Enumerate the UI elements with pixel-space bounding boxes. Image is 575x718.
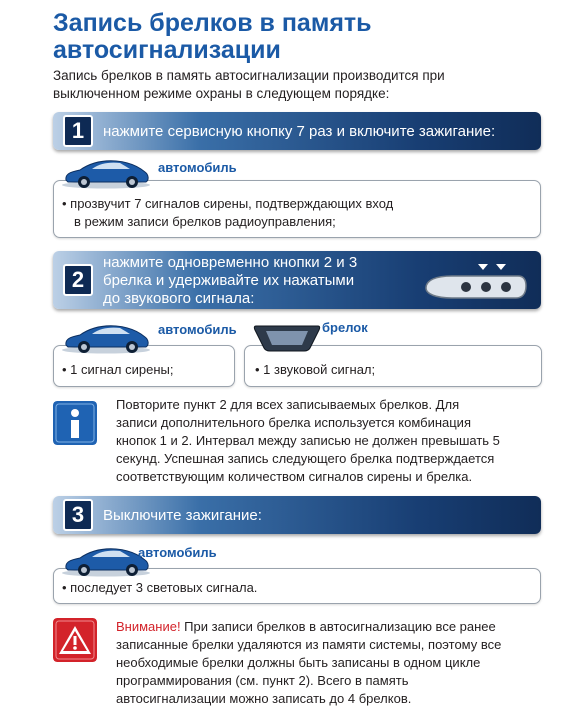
car-label-2: автомобиль bbox=[158, 322, 237, 337]
car-label-1: автомобиль bbox=[158, 160, 237, 175]
step-2-line1: нажмите одновременно кнопки 2 и 3 bbox=[103, 254, 358, 271]
intro-line1: Запись брелков в память автосигнализации производится при bbox=[53, 68, 445, 83]
warning-note bbox=[116, 618, 556, 708]
step-3-number: 3 bbox=[63, 499, 93, 531]
page-title bbox=[53, 10, 553, 64]
box-2-fob-text: • 1 звуковой сигнал; bbox=[255, 362, 376, 377]
car-icon bbox=[60, 155, 152, 189]
step-3-text: Выключите зажигание: bbox=[103, 507, 262, 524]
page-title-line2: автосигнализации bbox=[53, 36, 281, 64]
step-1-text: нажмите сервисную кнопку 7 раз и включите зажигание: bbox=[103, 123, 496, 140]
step-2-line2: брелка и удерживайте их нажатыми bbox=[103, 272, 355, 289]
car-icon-2 bbox=[60, 320, 152, 354]
warning-line1 bbox=[116, 618, 556, 636]
warning-line5: автосигнализации можно записать до 4 брелков. bbox=[116, 691, 412, 706]
box-3-text: • последует 3 световых сигнала. bbox=[62, 580, 258, 595]
info-line3: кнопок 1 и 2. Интервал между записью не должен превышать 5 bbox=[116, 433, 500, 448]
box-1-line2: в режим записи брелков радиоуправления; bbox=[74, 214, 336, 229]
info-icon bbox=[53, 401, 97, 445]
info-line2: записи дополнительного брелка используется комбинация bbox=[116, 415, 471, 430]
box-2-car-text: • 1 сигнал сирены; bbox=[62, 362, 174, 377]
step-3-banner bbox=[53, 496, 541, 534]
key-fob-icon bbox=[252, 320, 322, 354]
box-1-line1: • прозвучит 7 сигналов сирены, подтверждающих вход bbox=[62, 196, 394, 211]
page-title-line1: Запись брелков в память bbox=[53, 9, 372, 37]
intro-paragraph bbox=[53, 67, 553, 103]
car-label-3: автомобиль bbox=[138, 545, 217, 560]
warning-label: Внимание! bbox=[116, 619, 181, 634]
warning-icon bbox=[53, 618, 97, 662]
warning-line1-text: При записи брелков в автосигнализацию все ранее bbox=[180, 619, 496, 634]
warning-line2: записанные брелки удаляются из памяти системы, поэтому все bbox=[116, 637, 502, 652]
step-2-number: 2 bbox=[63, 264, 93, 296]
info-note bbox=[116, 396, 556, 486]
step-1-number: 1 bbox=[63, 115, 93, 147]
info-line5: соответствующим количеством сигналов сирены и брелка. bbox=[116, 469, 473, 484]
step-1-banner bbox=[53, 112, 541, 150]
step-2-line3: до звукового сигнала: bbox=[103, 290, 255, 307]
warning-line4: программирования (см. пункт 2). Всего в память bbox=[116, 673, 409, 688]
fob-label: брелок bbox=[322, 320, 368, 335]
warning-line3: необходимые брелки должны быть записаны в одном цикле bbox=[116, 655, 481, 670]
info-line1: Повторите пункт 2 для всех записываемых брелков. Для bbox=[116, 397, 460, 412]
info-line4: секунд. Успешная запись следующего брелка подтверждается bbox=[116, 451, 495, 466]
intro-line2: выключенном режиме охраны в следующем порядке: bbox=[53, 86, 390, 101]
key-fob-buttons-icon bbox=[418, 262, 530, 304]
